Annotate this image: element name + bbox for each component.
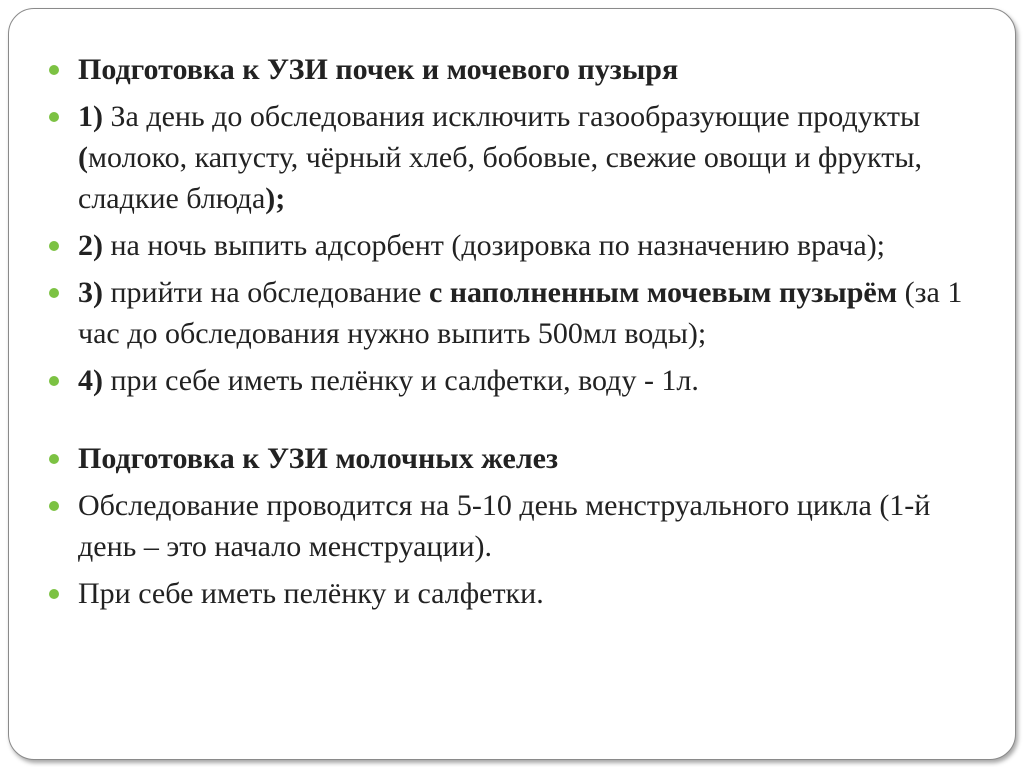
step-4-text: при себе иметь пелёнку и салфетки, воду - 1л. <box>103 364 699 397</box>
bullet-icon <box>49 589 59 599</box>
step-2-number: 2) <box>78 229 103 262</box>
bullet-icon <box>49 241 59 251</box>
step-1-text-a: За день до обследования исключить газообразующие продукты <box>103 100 921 133</box>
section2-line-1: Обследование проводится на 5-10 день менструального цикла (1-й день – это начало менструации). <box>78 489 931 563</box>
section1-heading: Подготовка к УЗИ почек и мочевого пузыря <box>78 53 679 86</box>
section2-line-1-item <box>49 485 979 567</box>
bullet-icon <box>49 65 59 75</box>
step-3-item <box>49 272 979 354</box>
bullet-icon <box>49 454 59 464</box>
bullet-icon <box>49 376 59 386</box>
step-2-text: на ночь выпить адсорбент (дозировка по назначению врача); <box>103 229 886 262</box>
step-1-paren-open: ( <box>78 141 88 174</box>
bullet-icon <box>49 112 59 122</box>
step-3-text-b: (за 1 час до обследования нужно выпить 500мл воды); <box>78 276 963 350</box>
step-3-emphasis: с наполненным мочевым пузырём <box>428 276 898 309</box>
section2-heading-item <box>49 438 979 479</box>
step-2-item <box>49 225 979 266</box>
section1-heading-item <box>49 49 979 90</box>
bullet-icon <box>49 288 59 298</box>
section2-line-2: При себе иметь пелёнку и салфетки. <box>78 577 544 610</box>
step-1-text-b: молоко, капусту, чёрный хлеб, бобовые, свежие овощи и фрукты, сладкие блюда <box>78 141 922 215</box>
step-4-number: 4) <box>78 364 103 397</box>
step-1-paren-close: ); <box>265 182 286 215</box>
step-3-number: 3) <box>78 276 103 309</box>
slide-frame <box>8 8 1016 760</box>
bullet-icon <box>49 501 59 511</box>
section2-heading: Подготовка к УЗИ молочных желез <box>78 442 559 475</box>
step-3-text-a: прийти на обследование <box>103 276 429 309</box>
step-4-item <box>49 360 979 401</box>
section2-line-2-item <box>49 573 979 614</box>
step-1-item <box>49 96 979 219</box>
step-1-number: 1) <box>78 100 103 133</box>
slide-content <box>49 49 979 620</box>
